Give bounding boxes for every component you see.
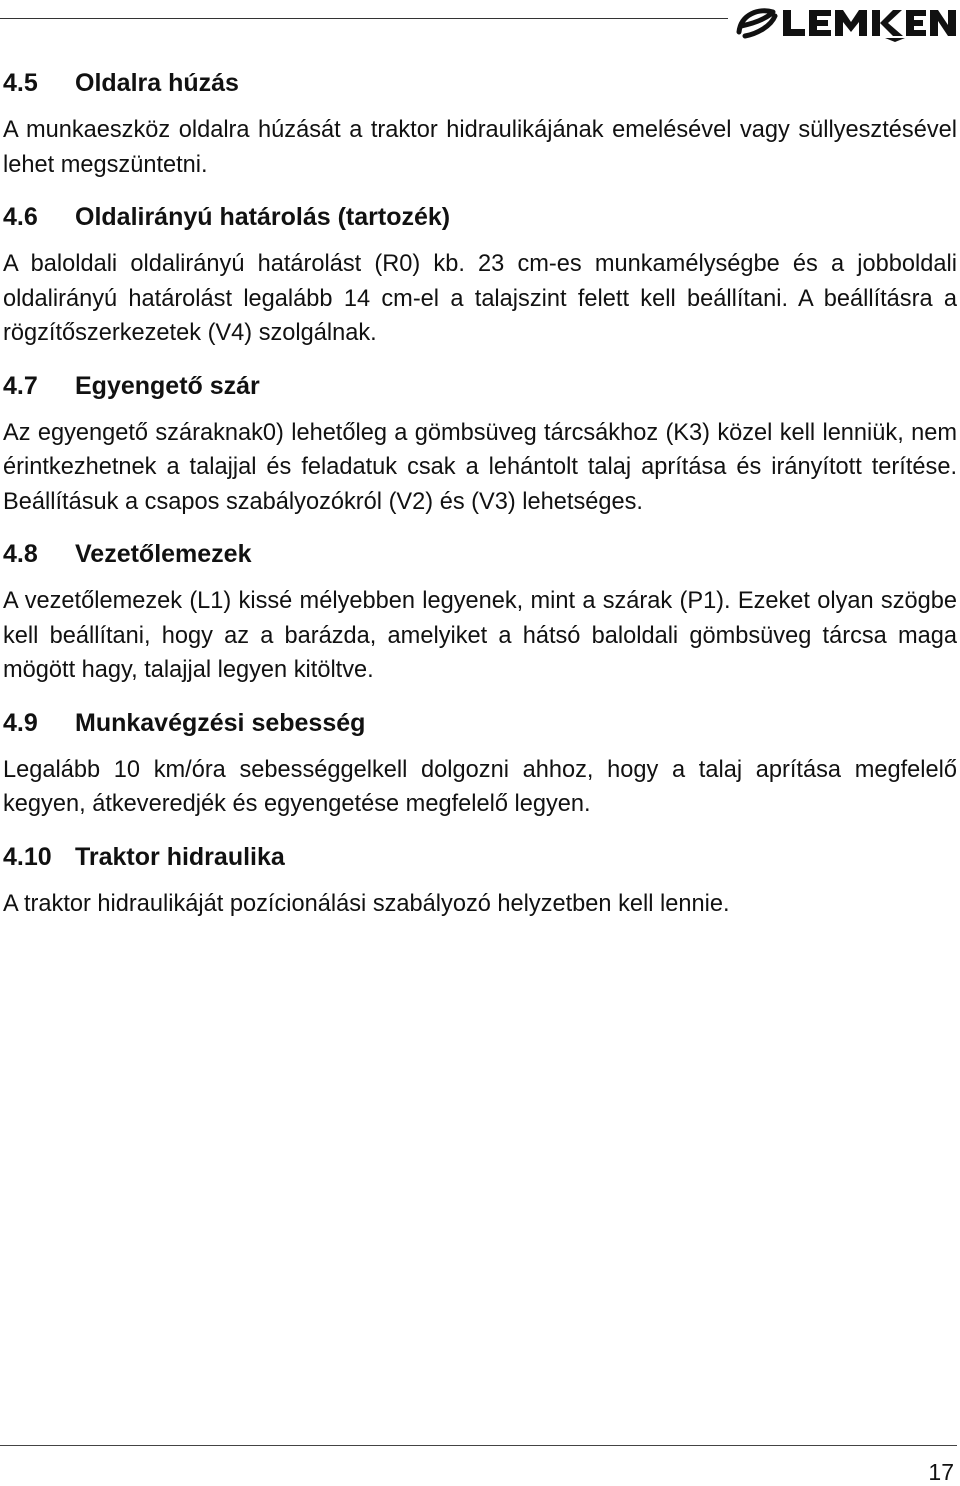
section-number: 4.7 (3, 371, 38, 400)
section-4-8 (3, 537, 957, 688)
section-paragraph: A munkaeszköz oldalra húzását a traktor hidraulikájának emelésével vagy süllyesztésével lehet megszüntetni. (3, 117, 957, 178)
section-paragraph: Az egyengető száraknak0) lehetőleg a gömbsüveg tárcsákhoz (K3) közel kell lenniük, nem érintkezhetnek a talajjal és feladatuk csak a lehántolt talaj aprítása és irányított terítése. Beállításuk a csapos szabályozókról (V2) és (V3) lehetséges. (3, 419, 957, 515)
section-4-9 (3, 706, 957, 822)
section-title: Munkavégzési sebesség (75, 708, 366, 737)
section-4-10 (3, 840, 957, 922)
section-paragraph: A traktor hidraulikáját pozícionálási szabályozó helyzetben kell lennie. (3, 890, 730, 917)
section-title: Egyengető szár (75, 371, 260, 400)
section-heading (3, 706, 957, 740)
section-heading (3, 840, 957, 874)
section-paragraph: A vezetőlemezek (L1) kissé mélyebben legyenek, mint a szárak (P1). Ezeket olyan szögbe kell beállítani, hogy az a barázda, amelyiket a hátsó baloldali gömbsüveg tárcsa maga mögött hagy, talajjal legyen kitöltve. (3, 588, 957, 683)
header-rule (0, 18, 728, 19)
page-content (3, 66, 957, 921)
section-4-7 (3, 369, 957, 520)
section-number: 4.8 (3, 540, 38, 568)
section-4-5 (3, 66, 957, 182)
section-paragraph: Legalább 10 km/óra sebességgelkell dolgozni ahhoz, hogy a talaj aprítása megfelelő kegyen, átkeveredjék és egyengetése megfelelő legyen. (3, 756, 957, 817)
lemken-logo (735, 2, 957, 42)
section-number: 4.5 (3, 69, 38, 97)
section-title: Traktor hidraulika (75, 842, 285, 871)
page-header (0, 0, 960, 48)
section-title: Oldalra húzás (75, 69, 239, 97)
section-number: 4.10 (3, 842, 52, 871)
section-number: 4.9 (3, 708, 38, 737)
section-4-6 (3, 200, 957, 351)
page-number: 17 (928, 1459, 954, 1485)
section-heading (3, 537, 957, 571)
section-heading (3, 66, 957, 100)
section-heading (3, 200, 957, 234)
section-title: Vezetőlemezek (75, 540, 252, 568)
section-title: Oldalirányú határolás (tartozék) (75, 203, 451, 231)
section-paragraph: A baloldali oldalirányú határolást (R0) kb. 23 cm-es munkamélységbe és a jobboldali oldalirányú határolást legalább 14 cm-el a talajszint felett kell beállítani. A beállításra a rögzítőszerkezetek (V4) szolgálnak. (3, 251, 957, 346)
footer-rule (0, 1445, 957, 1446)
lemken-logo-mark (735, 2, 957, 42)
section-number: 4.6 (3, 203, 38, 231)
section-heading (3, 369, 957, 403)
